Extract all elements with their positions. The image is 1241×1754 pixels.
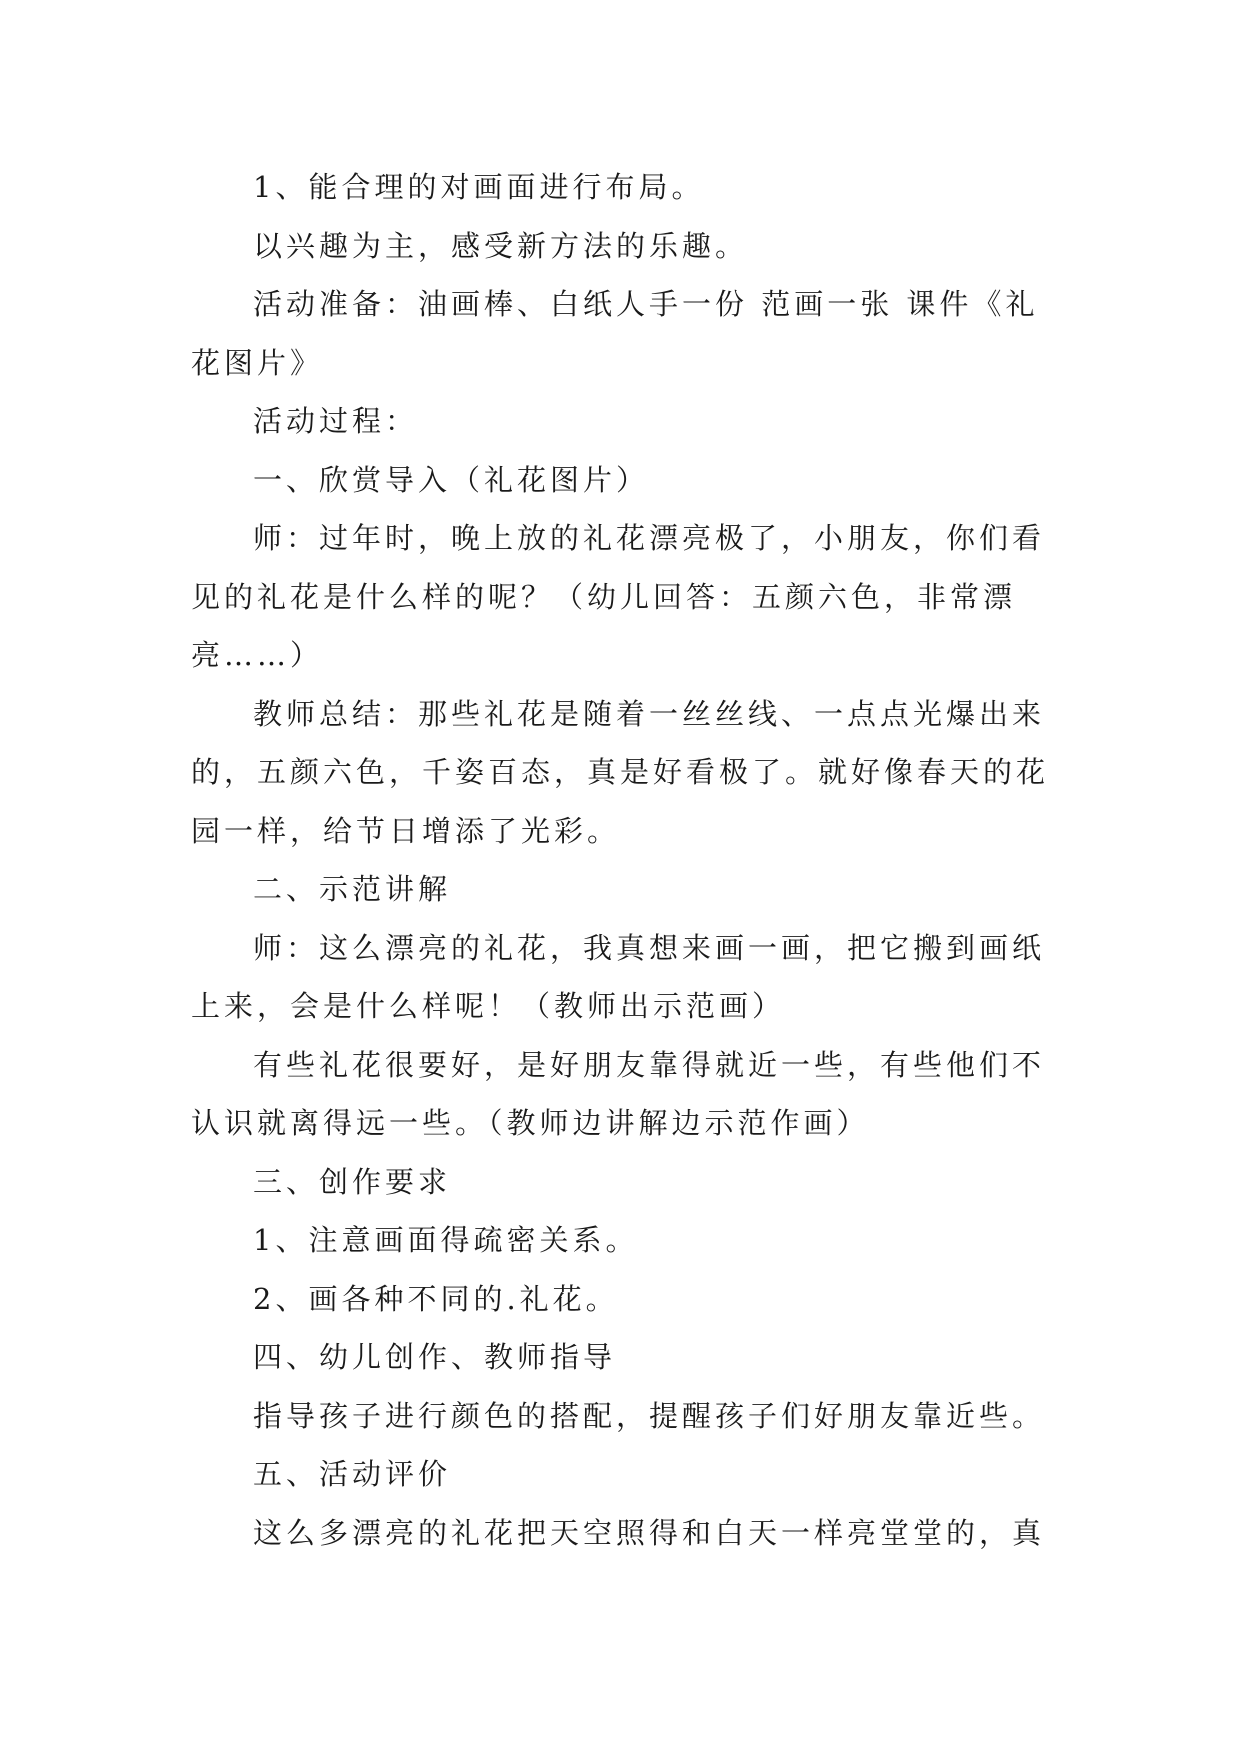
paragraph-friends: 有些礼花很要好，是好朋友靠得就近一些，有些他们不认识就离得远一些。（教师边讲解边示范作画）	[191, 1047, 1046, 1140]
paragraph-evaluation: 这么多漂亮的礼花把天空照得和白天一样亮堂堂的，真	[253, 1515, 1046, 1550]
heading-section-1: 一、欣赏导入（礼花图片）	[253, 462, 650, 497]
heading-section-3: 三、创作要求	[253, 1164, 452, 1199]
paragraph-teacher-demo: 师：这么漂亮的礼花，我真想来画一画，把它搬到画纸上来，会是什么样呢！（教师出示范画）	[191, 930, 1046, 1023]
paragraph-guidance: 指导孩子进行颜色的搭配，提醒孩子们好朋友靠近些。	[253, 1398, 1046, 1433]
list-item-requirement-2: 2、画各种不同的.礼花。	[253, 1281, 619, 1316]
paragraph-goal-1: 1、能合理的对画面进行布局。	[253, 170, 705, 204]
heading-section-4: 四、幼儿创作、教师指导	[253, 1340, 617, 1374]
paragraph-goal-2: 以兴趣为主，感受新方法的乐趣。	[253, 228, 749, 263]
paragraph-preparation: 活动准备：油画棒、白纸人手一份 范画一张 课件《礼花图片》	[191, 287, 1039, 380]
paragraph-teacher-summary: 教师总结：那些礼花是随着一丝丝线、一点点光爆出来的，五颜六色，千姿百态，真是好看极了。就好像春天的花园一样，给节日增添了光彩。	[191, 696, 1050, 848]
list-item-requirement-1: 1、注意画面得疏密关系。	[253, 1223, 639, 1257]
heading-section-2: 二、示范讲解	[253, 872, 452, 906]
paragraph-teacher-question: 师：过年时，晚上放的礼花漂亮极了，小朋友，你们看见的礼花是什么样的呢？（幼儿回答：五颜六色，非常漂亮……）	[191, 521, 1046, 672]
document-body	[191, 158, 1051, 1562]
heading-activity-process: 活动过程：	[253, 404, 419, 438]
heading-section-5: 五、活动评价	[253, 1457, 452, 1491]
